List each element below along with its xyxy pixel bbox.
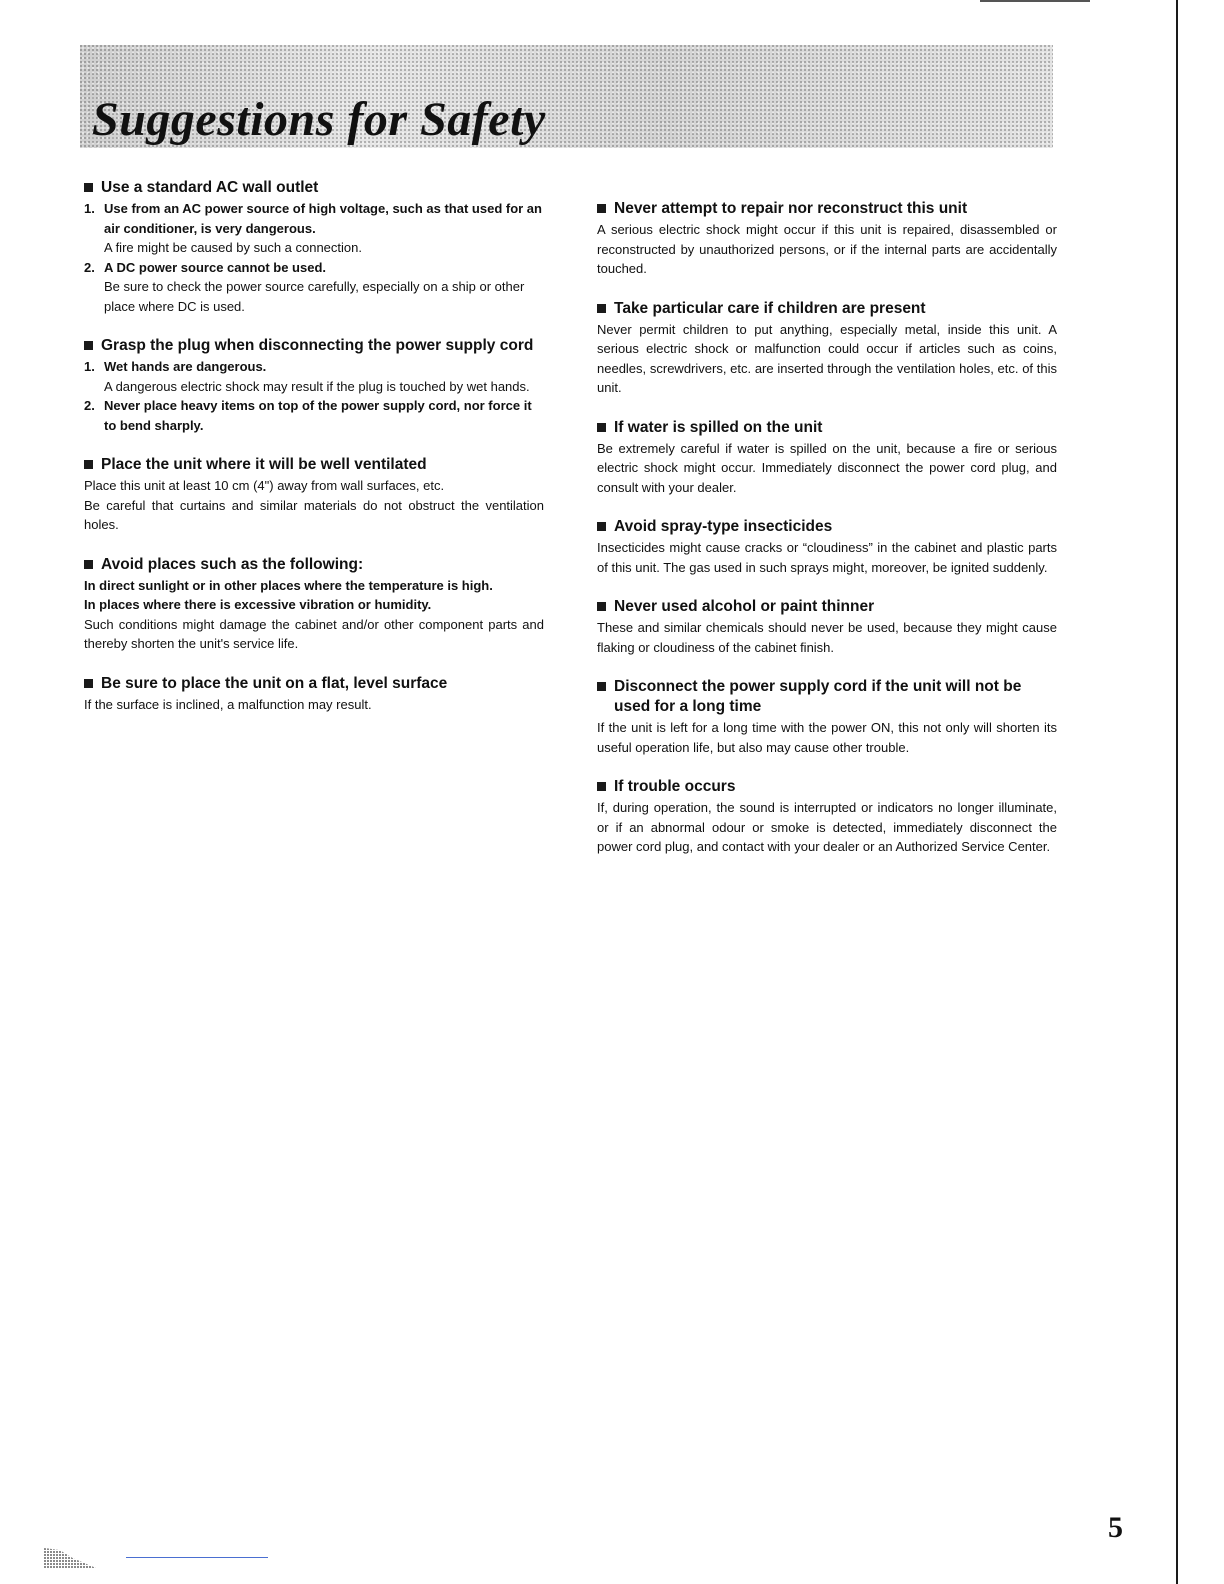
section-water (597, 418, 1057, 498)
section-heading (84, 555, 544, 575)
list-item (84, 258, 544, 317)
heading-text: Place the unit where it will be well ventilated (101, 456, 427, 473)
item-number: 1. (84, 359, 95, 374)
heading-text: Grasp the plug when disconnecting the power supply cord (101, 337, 534, 354)
section-heading (84, 455, 544, 475)
square-bullet-icon (597, 782, 606, 791)
section-body: If the surface is inclined, a malfunction may result. (84, 696, 372, 712)
square-bullet-icon (84, 341, 93, 350)
top-edge-line (980, 0, 1090, 2)
section-heading (84, 178, 544, 198)
section-heading (597, 517, 1057, 537)
page-title: Suggestions for Safety (92, 93, 546, 146)
section-body: Be careful that curtains and similar materials do not obstruct the ventilation holes. (84, 497, 544, 532)
item-text: A dangerous electric shock may result if the plug is touched by wet hands. (104, 378, 530, 394)
list-item (84, 199, 544, 258)
item-content (104, 199, 544, 258)
section-avoid-places (84, 555, 544, 654)
heading-text: Never used alcohol or paint thinner (614, 598, 875, 615)
heading-text: Disconnect the power supply cord if the unit will not be used for a long time (614, 678, 1022, 715)
square-bullet-icon (597, 304, 606, 313)
square-bullet-icon (597, 522, 606, 531)
item-number: 2. (84, 259, 95, 275)
heading-text: If trouble occurs (614, 778, 736, 795)
item-content (104, 258, 544, 317)
section-emphasis: In places where there is excessive vibration or humidity. (84, 597, 432, 612)
section-insecticides (597, 517, 1057, 577)
heading-text: Take particular care if children are present (614, 299, 926, 317)
section-flat-surface (84, 674, 544, 715)
item-title: Never place heavy items on top of the power supply cord, nor force it to bend sharply. (104, 398, 532, 433)
square-bullet-icon (597, 682, 606, 691)
corner-scan-mark (44, 1548, 96, 1568)
heading-text: If water is spilled on the unit (614, 418, 823, 436)
item-content (104, 396, 544, 435)
section-body: If, during operation, the sound is interrupted or indicators no longer illuminate, or if an abnormal odour or smoke is detected, immediately disconnect the power cord plug, and contact with your dealer or an Authorized Service Center. (597, 800, 1057, 854)
section-repair (597, 199, 1057, 279)
square-bullet-icon (84, 679, 93, 688)
list-item (84, 357, 544, 396)
section-heading (597, 777, 1057, 797)
section-ac-outlet (84, 178, 544, 316)
square-bullet-icon (597, 423, 606, 432)
item-title: A DC power source cannot be used. (104, 259, 327, 275)
item-title: Use from an AC power source of high voltage, such as that used for an air conditioner, is very dangerous. (104, 201, 542, 236)
page-edge-rule (1176, 0, 1178, 1584)
item-text: A fire might be caused by such a connection. (104, 240, 362, 255)
heading-text: Avoid places such as the following: (101, 555, 364, 573)
square-bullet-icon (597, 204, 606, 213)
section-ventilation (84, 455, 544, 535)
heading-text: Avoid spray-type insecticides (614, 518, 833, 535)
page-number: 5 (1108, 1511, 1123, 1544)
square-bullet-icon (597, 602, 606, 611)
item-text: Be sure to check the power source carefully, especially on a ship or other place where DC is used. (104, 279, 525, 314)
heading-text: Be sure to place the unit on a flat, level surface (101, 674, 448, 692)
item-number: 1. (84, 201, 95, 216)
item-content (104, 357, 544, 396)
section-emphasis: In direct sunlight or in other places where the temperature is high. (84, 577, 493, 593)
item-title: Wet hands are dangerous. (104, 359, 267, 374)
section-body: Such conditions might damage the cabinet and/or other component parts and thereby shorten the unit's service life. (84, 616, 544, 651)
bottom-rule-line (126, 1557, 268, 1558)
list-item (84, 396, 544, 435)
section-body: Be extremely careful if water is spilled on the unit, because a fire or serious electric shock might occur. Immediately disconnect the power cord plug, and consult with your dealer. (597, 440, 1057, 495)
section-grasp-plug (84, 336, 544, 435)
left-column (84, 178, 544, 734)
section-disconnect (597, 677, 1057, 757)
square-bullet-icon (84, 560, 93, 569)
section-body: If the unit is left for a long time with the power ON, this not only will shorten its useful operation life, but also may cause other trouble. (597, 720, 1057, 755)
section-body: Place this unit at least 10 cm (4") away from wall surfaces, etc. (84, 478, 445, 493)
section-heading (597, 418, 1057, 438)
heading-text: Use a standard AC wall outlet (101, 179, 319, 196)
heading-text: Never attempt to repair nor reconstruct this unit (614, 200, 968, 217)
section-children (597, 299, 1057, 398)
section-body: Never permit children to put anything, especially metal, inside this unit. A serious electric shock or malfunction could occur if articles such as coins, needles, screwdrivers, etc. are inserted through the ventilation holes, etc. of this unit. (597, 321, 1057, 395)
section-heading (597, 597, 1057, 617)
square-bullet-icon (84, 183, 93, 192)
section-body: These and similar chemicals should never be used, because they might cause flaking or cloudiness of the cabinet finish. (597, 620, 1057, 655)
item-number: 2. (84, 398, 95, 413)
section-heading (597, 199, 1057, 219)
section-heading (597, 677, 1057, 717)
right-column (597, 199, 1057, 877)
section-trouble (597, 777, 1057, 857)
section-heading (597, 299, 1057, 319)
section-alcohol (597, 597, 1057, 657)
square-bullet-icon (84, 460, 93, 469)
section-body: A serious electric shock might occur if this unit is repaired, disassembled or reconstructed by unauthorized persons, or if the internal parts are accidentally touched. (597, 222, 1057, 276)
section-body: Insecticides might cause cracks or “cloudiness” in the cabinet and plastic parts of this unit. The gas used in such sprays might, moreover, be ignited suddenly. (597, 540, 1057, 575)
section-heading (84, 674, 544, 694)
section-heading (84, 336, 544, 356)
